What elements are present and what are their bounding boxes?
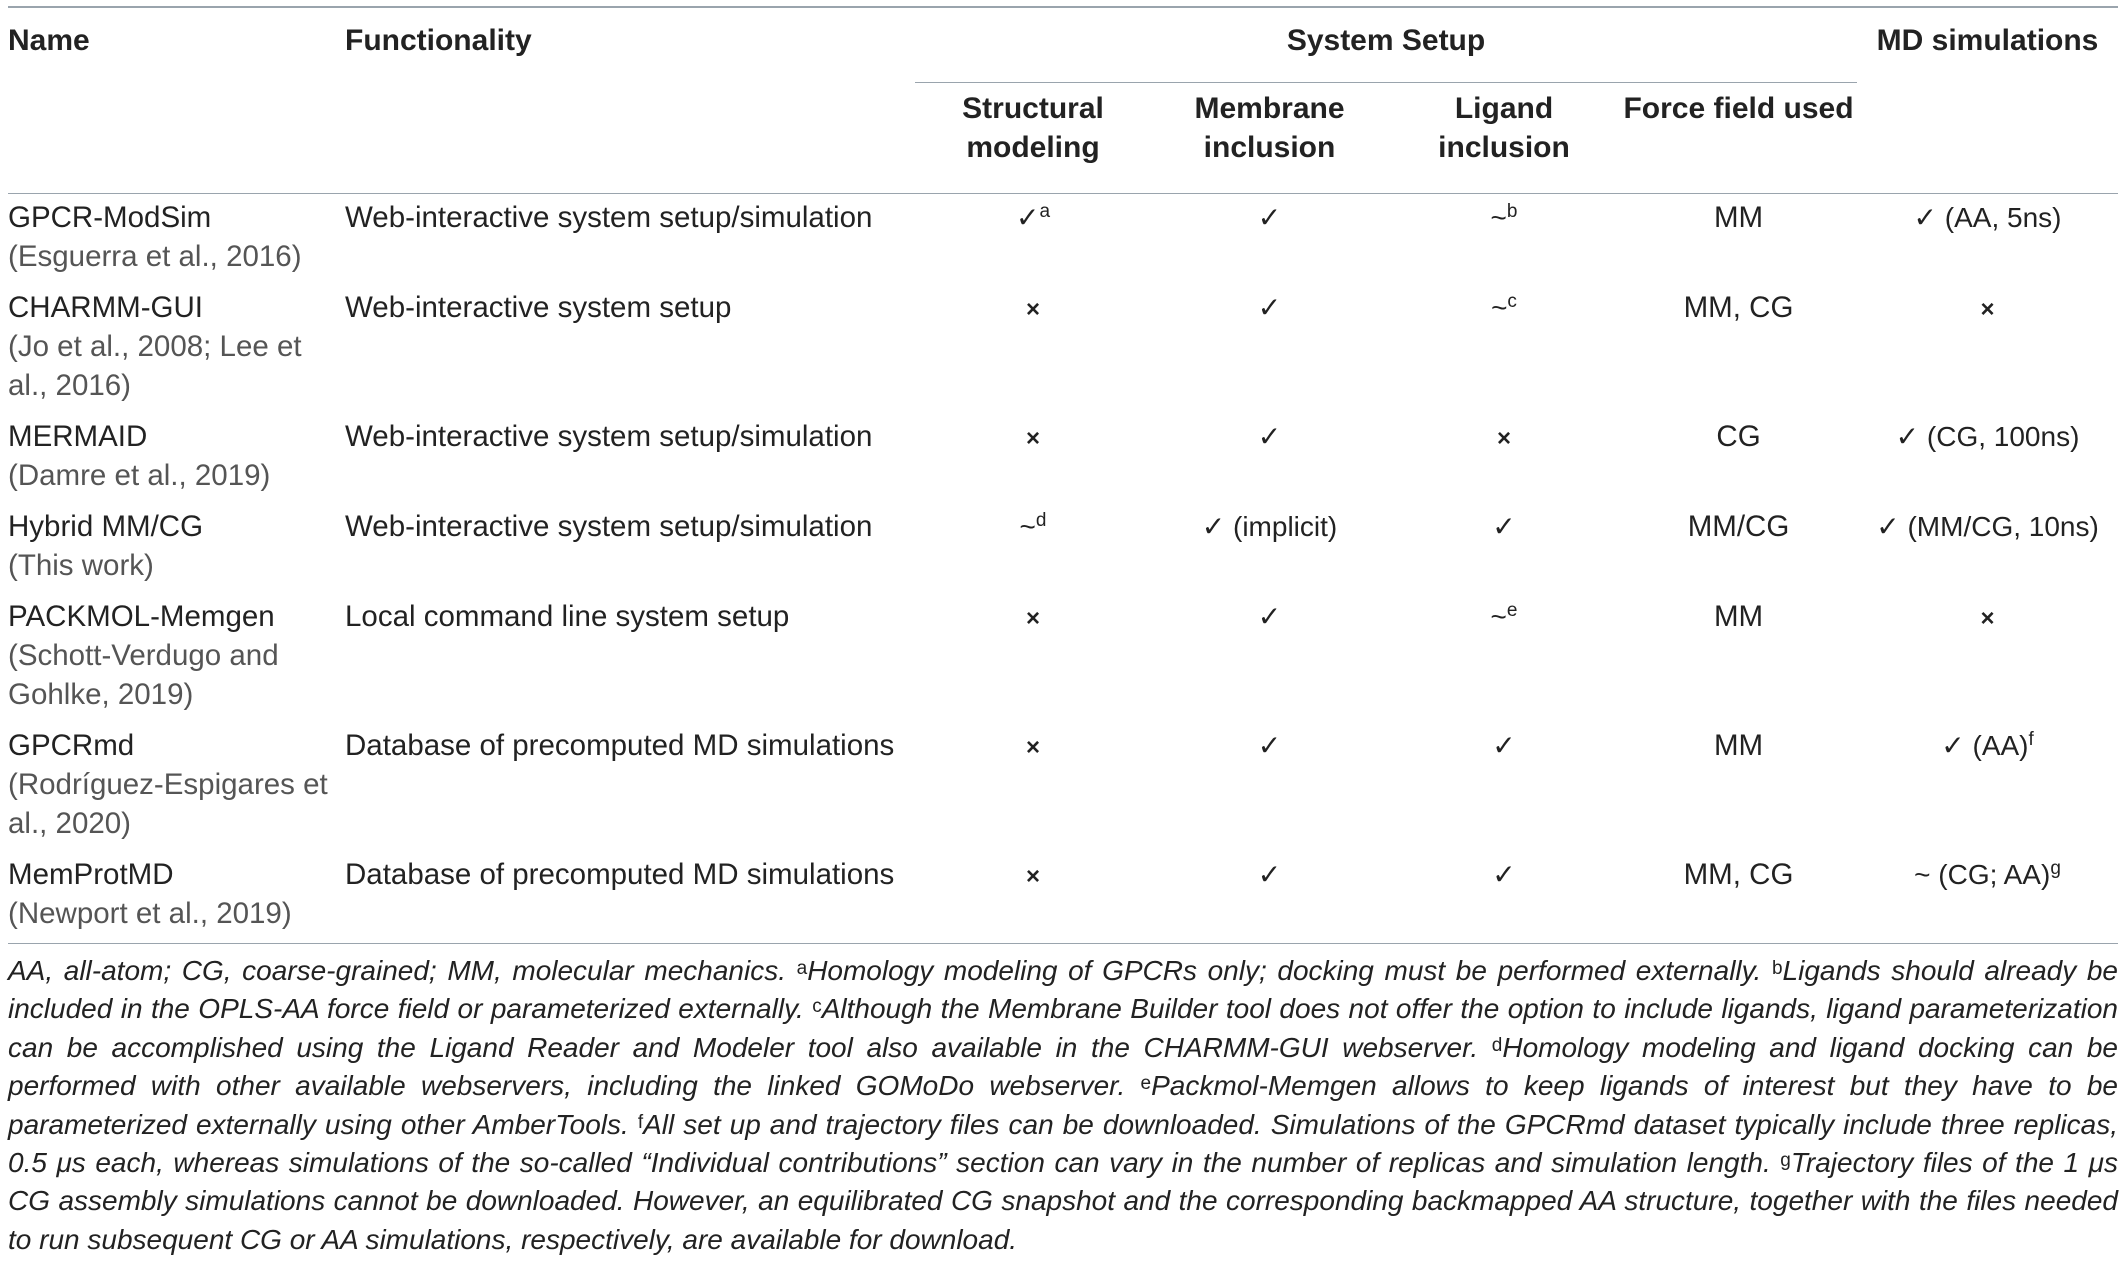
tool-reference: (Schott-Verdugo and Gohlke, 2019) [8,639,279,711]
cell-force-field: MM [1713,201,1764,234]
cell-md-simulations: ~ (CG; AA)$^g$ [1857,851,2118,944]
cell-name [8,194,345,285]
header-membrane-inclusion: Membrane inclusion [1151,83,1388,194]
cell-functionality: Database of precomputed MD simulations [345,851,915,944]
cell-force-field: MM [1713,600,1764,633]
cell-membrane-inclusion: ✓ [1257,202,1282,233]
cell-force-field: CG [1716,420,1761,453]
cell-force-field: MM, CG [1620,851,1857,944]
table-body [8,194,2118,944]
cell-membrane-inclusion: ✓ [1257,421,1282,452]
tool-name: GPCRmd [8,729,135,762]
tool-reference: (Newport et al., 2019) [8,897,292,930]
tool-name: PACKMOL-Memgen [8,600,275,633]
header-ligand-inclusion: Ligand inclusion [1388,83,1620,194]
table-row [8,503,2118,593]
cell-structural-modeling: × [1025,605,1040,632]
cell-functionality: Local command line system setup [345,600,790,633]
cell-force-field: MM, CG [1683,291,1794,324]
cell-ligand-inclusion: ~$^c$ [1491,291,1517,323]
tool-name: MemProtMD [8,858,174,891]
table-row [8,593,2118,722]
footnote-f: All set up and trajectory files can be downloaded. Simulations of the GPCRmd dataset typically include three replicas, 0.5 μs each, whereas simulations of the so-called “Individual contributions” section can vary in the number of replicas and simulation length. [8,1108,2118,1179]
cell-functionality: Web-interactive system setup [345,291,732,324]
footnote-mark-c: c [812,996,822,1018]
cell-ligand-inclusion: ✓ [1492,511,1516,542]
cell-name [8,284,345,413]
footnote-b: Ligands should already be included in the OPLS-AA force field or parameterized externally. [8,955,2118,1025]
cell-name [8,413,345,503]
cell-membrane-inclusion: ✓ [1257,601,1282,632]
cell-functionality: Web-interactive system setup/simulation [345,420,873,453]
cell-md-simulations: ✓ (AA, 5ns) [1913,202,2062,233]
table-container [8,6,2118,1259]
cell-functionality: Web-interactive system setup/simulation [345,510,873,543]
tool-reference: (Esguerra et al., 2016) [8,240,302,273]
cell-structural-modeling: × [915,851,1151,944]
footnote-mark-f: f [637,1111,644,1133]
cell-functionality: Database of precomputed MD simulations [345,729,895,762]
cell-membrane-inclusion: ✓ [1151,851,1388,944]
cell-ligand-inclusion: ✓ [1492,730,1516,761]
cell-md-simulations: ✓ (AA)$^f$ [1941,729,2034,761]
tool-reference: (Rodríguez-Espigares et al., 2020) [8,768,328,840]
cell-name [8,593,345,722]
cell-name [8,503,345,593]
cell-structural-modeling: ~$^d$ [1019,510,1047,542]
table-row [8,851,2118,944]
footnote-d: Homology modeling and ligand docking can be performed with other available webservers, including the linked GOMoDo webserver. [8,1031,2118,1102]
header-functionality: Functionality [345,24,532,57]
header-md-simulations: MD simulations [1876,24,2099,57]
cell-structural-modeling: × [1025,425,1040,452]
footnote-mark-a: a [796,958,808,979]
tool-name: Hybrid MM/CG [8,510,204,543]
header-name: Name [8,24,90,57]
cell-ligand-inclusion: ~$^b$ [1490,201,1518,233]
cell-structural-modeling: ✓$^a$ [1015,201,1051,233]
header-system-setup: System Setup [1286,24,1486,57]
cell-md-simulations: ✓ (MM/CG, 10ns) [1876,511,2099,542]
tool-name: MERMAID [8,420,148,453]
cell-name [8,722,345,851]
cell-membrane-inclusion: ✓ [1257,292,1282,323]
tool-name: GPCR-ModSim [8,201,212,234]
cell-ligand-inclusion: ~$^e$ [1490,600,1518,632]
cell-membrane-inclusion: ✓ (implicit) [1201,511,1338,542]
cell-ligand-inclusion: × [1496,425,1511,452]
cell-md-simulations: ✓ (CG, 100ns) [1895,421,2080,452]
cell-ligand-inclusion: ✓ [1388,851,1620,944]
footnote-intro: AA, all-atom; CG, coarse-grained; MM, molecular mechanics. [8,955,797,986]
cell-force-field: MM/CG [1687,510,1790,543]
table-row [8,722,2118,851]
table-footnote [8,952,2118,1259]
cell-structural-modeling: × [1025,296,1040,323]
table-row [8,194,2118,285]
cell-functionality: Web-interactive system setup/simulation [345,201,873,234]
cell-force-field: MM [1713,729,1764,762]
tool-reference: (Jo et al., 2008; Lee et al., 2016) [8,330,302,402]
footnote-mark-g: g [1780,1150,1791,1172]
cell-md-simulations: × [1980,605,1995,632]
cell-structural-modeling: × [1025,734,1040,761]
cell-md-simulations: × [1980,296,1995,323]
header-force-field: Force field used [1620,83,1857,194]
tool-reference: (Damre et al., 2019) [8,459,271,492]
footnote-e: Packmol-Memgen allows to keep ligands of interest but they have to be parameterized externally using other AmberTools. [8,1070,2118,1140]
comparison-table [8,6,2118,944]
footnote-mark-d: d [1491,1034,1503,1056]
tool-reference: (This work) [8,549,154,582]
cell-name [8,851,345,944]
footnote-a: Homology modeling of GPCRs only; docking must be performed externally. [807,955,1772,986]
tool-name: CHARMM-GUI [8,291,204,324]
cell-membrane-inclusion: ✓ [1257,730,1282,761]
footnote-mark-b: b [1771,958,1783,979]
footnote-g: Trajectory files of the 1 μs CG assembly simulations cannot be downloaded. However, an equilibrated CG snapshot and the corresponding backmapped AA structure, together with the files needed to run subsequent CG or AA simulations, respectively, are available for download. [8,1147,2118,1255]
table-row [8,284,2118,413]
footnote-c: Although the Membrane Builder tool does not offer the option to include ligands, ligand parameterization can be accomplished using the Ligand Reader and Modeler tool also available in the CHARMM-GUI webserver. [8,993,2118,1063]
footnote-mark-e: e [1140,1073,1152,1095]
table-row [8,413,2118,503]
header-structural-modeling: Structural modeling [915,83,1151,194]
